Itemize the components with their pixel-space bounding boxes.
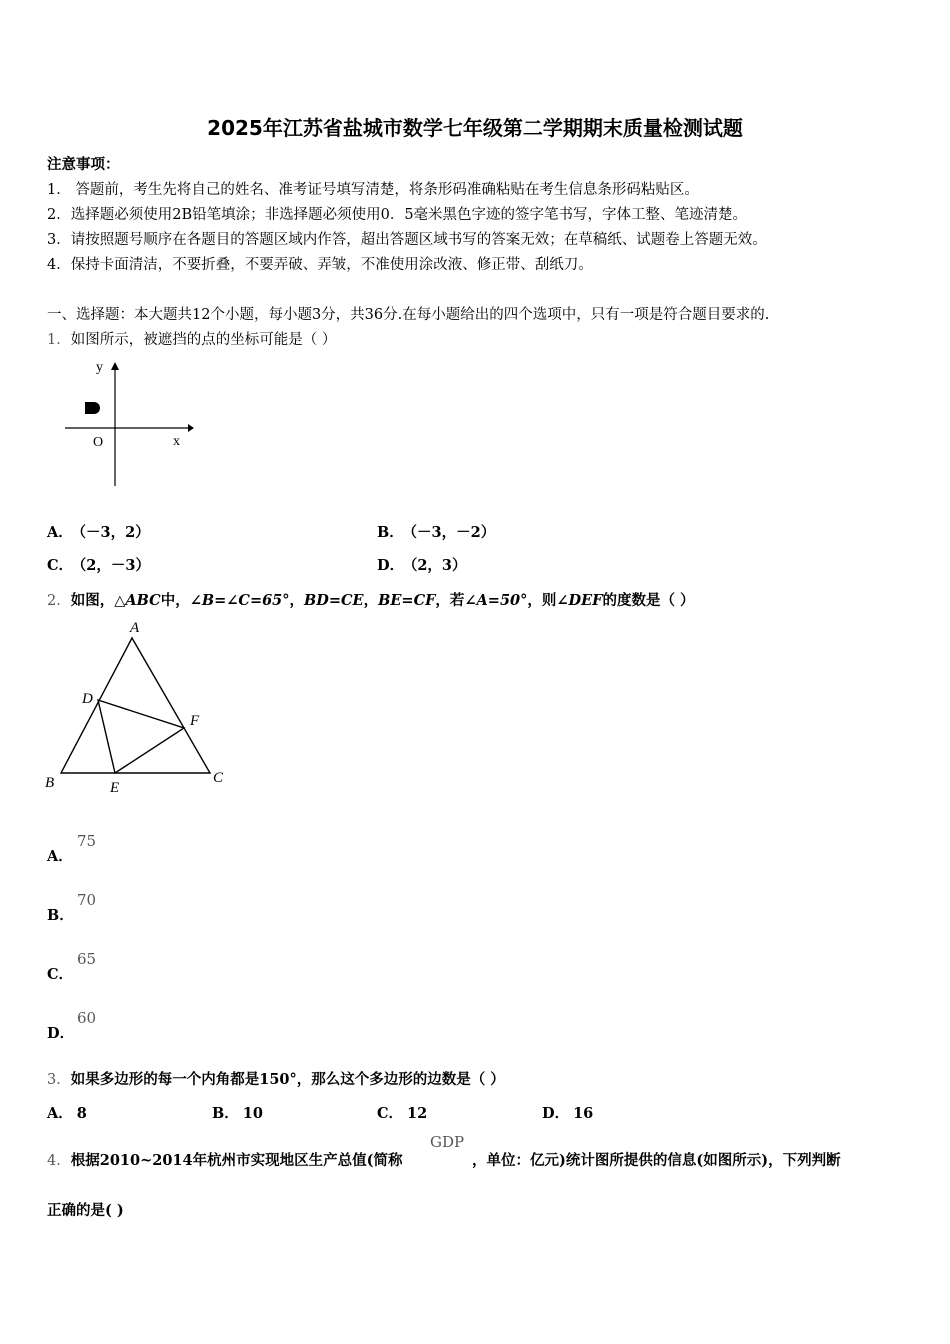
- stem-math: ∠A=50°: [464, 592, 528, 609]
- option-c[interactable]: [377, 1102, 427, 1123]
- notice-item: 3．请按照题号顺序在各题目的答题区域内作答，超出答题区域书写的答案无效；在草稿纸、试题卷上答题无效。: [47, 232, 767, 248]
- stem-text: 中，: [160, 592, 190, 609]
- stem-math: BD=CE: [304, 592, 364, 609]
- x-axis-label: x: [173, 434, 180, 449]
- option-letter: B．: [47, 907, 74, 924]
- stem-text: ，: [363, 592, 379, 609]
- option-text: （－3，－2）: [409, 524, 496, 541]
- option-letter: C．: [377, 1105, 404, 1122]
- stem-math: △ABC: [114, 592, 161, 609]
- option-d[interactable]: [542, 1102, 593, 1123]
- option-b[interactable]: [212, 1102, 263, 1123]
- option-d[interactable]: [47, 1022, 74, 1043]
- option-letter: B．: [212, 1105, 239, 1122]
- stem-math: ∠DEF: [556, 592, 603, 609]
- stem-math: ∠B=∠C=65°: [189, 592, 290, 609]
- question-stem: 根据2010~2014年杭州市实现地区生产总值(简称: [70, 1152, 403, 1169]
- option-text: 8: [76, 1105, 87, 1122]
- question-number: 3．: [47, 1072, 71, 1088]
- blot-shape: [85, 402, 100, 414]
- option-text: 16: [573, 1105, 594, 1122]
- vertex-label-b: B: [45, 775, 55, 791]
- option-letter: D．: [542, 1105, 570, 1122]
- vertex-label-e: E: [110, 780, 120, 796]
- option-letter: C．: [47, 557, 74, 574]
- origin-label: O: [93, 435, 104, 450]
- option-text: （－3，2）: [78, 524, 150, 541]
- question-stem-cont: ，单位：亿元)统计图所提供的信息(如图所示)，下列判断: [472, 1152, 841, 1169]
- notice-item: 4．保持卡面清洁，不要折叠，不要弄破、弄皱，不准使用涂改液、修正带、刮纸刀。: [47, 257, 593, 273]
- option-letter: B．: [377, 524, 404, 541]
- question-2: [47, 589, 695, 610]
- option-text: （2，－3）: [79, 557, 150, 574]
- question-1: [47, 328, 336, 349]
- question-3: [47, 1068, 505, 1089]
- option-b[interactable]: [47, 904, 74, 925]
- option-a[interactable]: [47, 1102, 87, 1123]
- vertex-label-c: C: [213, 770, 224, 786]
- option-letter: A．: [47, 1105, 73, 1122]
- stem-text: ，: [289, 592, 305, 609]
- gdp-label: GDP: [430, 1133, 465, 1151]
- stem-math: BE=CF: [378, 592, 436, 609]
- notice-heading: 注意事项：: [47, 156, 120, 173]
- option-letter: D．: [47, 1025, 75, 1042]
- option-text: 10: [242, 1105, 263, 1122]
- option-value: 60: [77, 1009, 97, 1027]
- section-heading: 一、选择题：本大题共12个小题，每小题3分，共36分.在每小题给出的四个选项中，只有一项是符合题目要求的.: [47, 307, 770, 323]
- triangle-def: [98, 700, 184, 773]
- stem-text: ，若: [435, 592, 465, 609]
- question-stem-cont: 正确的是( ): [47, 1202, 124, 1219]
- question-number: 1．: [47, 332, 71, 348]
- option-c[interactable]: [47, 554, 150, 575]
- triangle-figure: [40, 615, 240, 800]
- option-letter: D．: [377, 557, 405, 574]
- option-d[interactable]: [377, 554, 467, 575]
- vertex-label-f: F: [190, 713, 200, 729]
- question-number: 2．: [47, 593, 71, 609]
- option-letter: A．: [47, 848, 73, 865]
- vertex-label-d: D: [82, 691, 93, 707]
- option-a[interactable]: [47, 521, 150, 542]
- vertex-label-a: A: [130, 620, 140, 636]
- option-c[interactable]: [47, 963, 73, 984]
- notice-item: 1． 答题前，考生先将自己的姓名、准考证号填写清楚，将条形码准确粘贴在考生信息条形码粘贴区。: [47, 182, 699, 198]
- stem-text: 的度数是（ ）: [602, 592, 695, 609]
- notice-item: 2．选择题必须使用2B铅笔填涂；非选择题必须使用0．5毫米黑色字迹的签字笔书写，字体工整、笔迹清楚。: [47, 207, 748, 223]
- stem-text: 如图，: [70, 592, 115, 609]
- question-stem: 如果多边形的每一个内角都是150°，那么这个多边形的边数是（ ）: [70, 1071, 505, 1088]
- option-letter: C．: [47, 966, 74, 983]
- option-value: 70: [77, 891, 97, 909]
- option-value: 75: [77, 832, 97, 850]
- option-text: 12: [407, 1105, 428, 1122]
- y-arrow-icon: [111, 362, 119, 370]
- option-text: （2，3）: [410, 557, 467, 574]
- option-a[interactable]: [47, 845, 73, 866]
- coordinate-figure: [60, 356, 200, 491]
- stem-text: ，则: [527, 592, 557, 609]
- question-number: 4．: [47, 1153, 71, 1169]
- question-stem: 如图所示，被遮挡的点的坐标可能是（ ）: [70, 332, 337, 348]
- page-title: 2025年江苏省盐城市数学七年级第二学期期末质量检测试题: [207, 116, 743, 140]
- question-4: [47, 1149, 402, 1170]
- option-b[interactable]: [377, 521, 495, 542]
- x-arrow-icon: [188, 424, 194, 432]
- option-value: 65: [77, 950, 97, 968]
- y-axis-label: y: [96, 360, 103, 375]
- option-letter: A．: [47, 524, 73, 541]
